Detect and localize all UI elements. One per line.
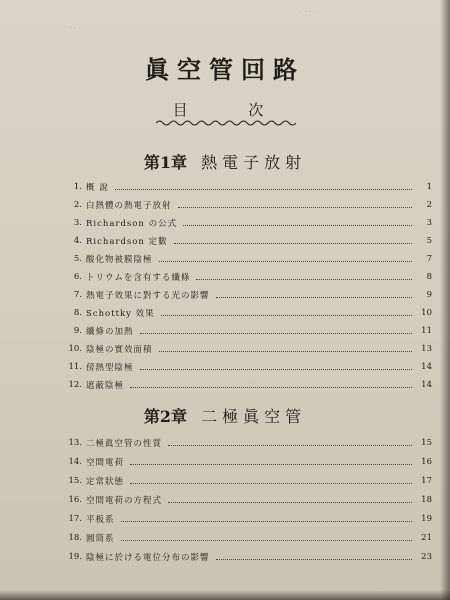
toc-entry[interactable] <box>60 214 432 232</box>
entry-title: Richardson 定數 <box>86 237 168 247</box>
toc-entry[interactable] <box>60 529 432 547</box>
entry-title: 陰極に於ける電位分布の影響 <box>86 553 210 563</box>
entry-page: 5 <box>426 236 432 246</box>
dot-leader <box>161 315 412 316</box>
toc-entry[interactable] <box>60 434 432 452</box>
toc-entry[interactable] <box>60 286 432 304</box>
entry-page: 7 <box>426 254 432 264</box>
entry-number: 16. <box>68 495 82 505</box>
entry-number: 3. <box>73 218 82 228</box>
entry-page: 9 <box>426 290 432 300</box>
entry-number: 5. <box>73 254 82 264</box>
toc-heading: 目 次 <box>172 101 292 119</box>
entry-number: 11. <box>68 362 82 372</box>
entry-title: 傍熱型陰極 <box>86 363 134 373</box>
entry-page: 19 <box>421 514 432 524</box>
entry-number: 1. <box>73 182 82 192</box>
entry-number: 14. <box>68 457 82 467</box>
entry-page: 15 <box>421 438 432 448</box>
entry-number: 6. <box>73 272 82 282</box>
entry-title: 白熱體の熱電子放射 <box>86 201 172 211</box>
entry-title: Richardson の公式 <box>86 219 178 229</box>
chapter-name: 熱電子放射 <box>201 153 307 172</box>
dot-leader <box>168 502 412 503</box>
entry-number: 15. <box>68 476 82 486</box>
chapter-number: 第1章 <box>143 153 188 172</box>
entry-title: Schottky 效果 <box>86 309 155 319</box>
dot-leader <box>183 225 412 226</box>
entry-page: 2 <box>426 200 432 210</box>
entry-number: 13. <box>68 438 82 448</box>
entry-number: 4. <box>73 236 82 246</box>
dot-leader <box>130 387 412 388</box>
dot-leader <box>121 521 412 522</box>
entry-page: 17 <box>421 476 432 486</box>
toc-entry[interactable] <box>60 178 432 196</box>
entry-number: 19. <box>68 552 82 562</box>
dot-leader <box>121 540 412 541</box>
toc-entry[interactable] <box>60 453 432 471</box>
dot-leader <box>130 464 412 465</box>
entry-page: 18 <box>421 495 432 505</box>
entry-number: 10. <box>68 344 82 354</box>
entry-number: 2. <box>73 200 82 210</box>
dot-leader <box>159 261 412 262</box>
dot-leader <box>216 559 412 560</box>
entry-page: 21 <box>421 533 432 543</box>
chapter-number: 第2章 <box>143 407 188 426</box>
toc-entry[interactable] <box>60 196 432 214</box>
entry-number: 8. <box>73 308 82 318</box>
entry-page: 8 <box>426 272 432 282</box>
dot-leader <box>140 333 412 334</box>
dot-leader <box>178 207 412 208</box>
chapter-1-heading <box>0 150 450 173</box>
toc-entry[interactable] <box>60 250 432 268</box>
book-title: 眞空管回路 <box>145 55 305 84</box>
dot-leader <box>216 297 412 298</box>
entry-number: 9. <box>73 326 82 336</box>
toc-entry[interactable] <box>60 232 432 250</box>
entry-title: 平板系 <box>86 515 115 525</box>
entry-title: 酸化物被膜陰極 <box>86 255 153 265</box>
entry-title: 熱電子效果に對する光の影響 <box>86 291 210 301</box>
entry-page: 1 <box>426 182 432 192</box>
entry-title: 圓筒系 <box>86 534 115 544</box>
entry-title: 遮蔽陰極 <box>86 381 125 391</box>
entry-title: 空間電荷の方程式 <box>86 496 163 506</box>
toc-entry[interactable] <box>60 358 432 376</box>
bleed-through-text: · · · · <box>300 8 316 16</box>
dot-leader <box>159 351 412 352</box>
entry-title: 陰極の實效面積 <box>86 345 153 355</box>
page-edge-shadow <box>440 0 450 600</box>
chapter-2-heading <box>0 404 450 427</box>
toc-entry[interactable] <box>60 340 432 358</box>
toc-entry[interactable] <box>60 548 432 566</box>
entry-title: トリウムを含有する纖條 <box>86 273 191 283</box>
toc-entry[interactable] <box>60 491 432 509</box>
dot-leader <box>196 279 412 280</box>
entry-number: 12. <box>68 380 82 390</box>
toc-entry[interactable] <box>60 472 432 490</box>
entry-title: 二極眞空管の性質 <box>86 439 163 449</box>
entry-page: 11 <box>421 326 432 336</box>
entry-number: 18. <box>68 533 82 543</box>
entry-page: 3 <box>426 218 432 228</box>
entry-title: 概 說 <box>86 183 109 193</box>
bleed-through-text: · · · <box>70 24 82 32</box>
toc-entry[interactable] <box>60 304 432 322</box>
entry-page: 14 <box>421 380 432 390</box>
entry-title: 定常狀態 <box>86 477 125 487</box>
entry-number: 7. <box>73 290 82 300</box>
toc-entry[interactable] <box>60 510 432 528</box>
entry-page: 13 <box>421 344 432 354</box>
dot-leader <box>174 243 412 244</box>
toc-entry[interactable] <box>60 376 432 394</box>
entry-title: 纖條の加熱 <box>86 327 134 337</box>
dot-leader <box>168 445 412 446</box>
entry-page: 23 <box>421 552 432 562</box>
page-edge-shadow <box>0 590 450 600</box>
entry-page: 10 <box>421 308 432 318</box>
dot-leader <box>115 189 412 190</box>
wavy-underline <box>156 119 296 127</box>
entry-page: 14 <box>421 362 432 372</box>
dot-leader <box>140 369 412 370</box>
toc-entry[interactable] <box>60 322 432 340</box>
toc-entry[interactable] <box>60 268 432 286</box>
chapter-name: 二極眞空管 <box>201 407 307 426</box>
entry-title: 空間電荷 <box>86 458 125 468</box>
dot-leader <box>130 483 412 484</box>
entry-page: 16 <box>421 457 432 467</box>
entry-number: 17. <box>68 514 82 524</box>
